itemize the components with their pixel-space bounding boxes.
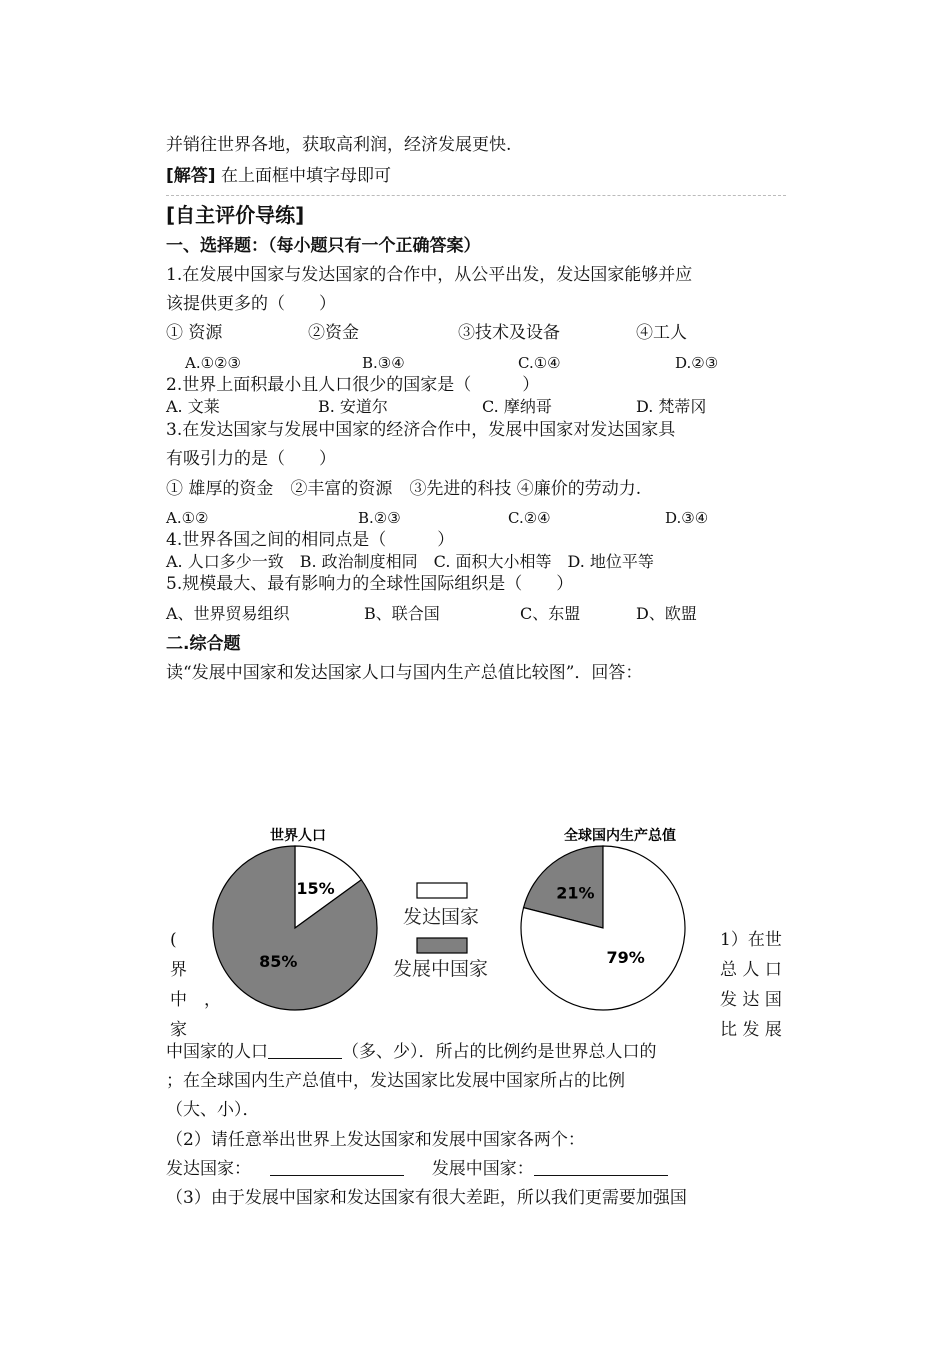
developing-label: 发展中国家： [431, 1159, 534, 1179]
pie-slice-label: 79% [606, 948, 645, 968]
q3-text: （3）由于发展中国家和发达国家有很大差距，所以我们更需要加强国 [166, 1188, 687, 1208]
blank-developing[interactable] [534, 1159, 668, 1176]
pie1-title: 世界人口 [270, 828, 326, 844]
q2-answer-line [166, 1158, 668, 1180]
q4-stem: 4.世界各国之间的相同点是（ ） [166, 530, 455, 550]
q1-item-3: ③技术及设备 [458, 323, 560, 343]
blank-population[interactable] [268, 1042, 342, 1059]
side-right-1: 1）在世 [720, 930, 782, 950]
legend-swatch-developed [417, 883, 467, 898]
side-text-left [170, 925, 221, 1045]
section-title: [自主评价导练] [166, 203, 305, 227]
divider [166, 195, 786, 196]
q5-option-c: C、东盟 [520, 604, 581, 623]
q1-item-2: ②资金 [308, 323, 359, 343]
side-right-4: 比 发 展 [720, 1020, 782, 1040]
q2-option-d: D. 梵蒂冈 [636, 397, 707, 416]
q5-option-a: A、世界贸易组织 [166, 604, 290, 623]
q1-item-4: ④工人 [636, 323, 687, 343]
pie-slice-label: 21% [556, 883, 595, 903]
q1-continue-line3: （大、小）． [166, 1100, 260, 1120]
part1-heading: 一、选择题：（每小题只有一个正确答案） [166, 236, 481, 256]
q1-continue-line2: ；在全球国内生产总值中，发达国家比发展中国家所占的比例 [166, 1071, 625, 1091]
q3-option-a: A.①② [166, 509, 209, 527]
legend-label-developing: 发展中国家 [393, 958, 489, 980]
q2-option-c: C. 摩纳哥 [482, 397, 552, 416]
legend-label-developed: 发达国家 [403, 906, 480, 928]
q1-stem-line2: 该提供更多的（ ） [166, 294, 336, 314]
pie-slice-label: 85% [259, 951, 298, 971]
pie2-title: 全球国内生产总值 [564, 828, 676, 844]
q1-option-d: D.②③ [675, 354, 719, 372]
q1-stem-line1: 1.在发展中国家与发达国家的合作中，从公平出发，发达国家能够并应 [166, 265, 693, 285]
side-text-right [720, 925, 782, 1045]
q3-option-b: B.②③ [358, 509, 401, 527]
q1-option-b: B.③④ [362, 354, 405, 372]
pie-slice-label: 15% [296, 878, 335, 898]
q2-stem: 2.世界上面积最小且人口很少的国家是（ ） [166, 375, 540, 395]
part2-heading: 二.综合题 [166, 634, 241, 654]
side-left-4: 家 [170, 1020, 187, 1040]
q3-stem-line1: 3.在发达国家与发展中国家的经济合作中，发展中国家对发达国家具 [166, 420, 676, 440]
pie-chart-gdp [521, 846, 685, 1010]
q4-options: A. 人口多少一致 B. 政治制度相同 C. 面积大小相等 D. 地位平等 [166, 552, 654, 571]
blank-developed[interactable] [270, 1159, 404, 1176]
q5-option-d: D、欧盟 [636, 604, 697, 623]
side-left-1: ( [170, 930, 177, 950]
answer-label: [解答] [166, 166, 216, 186]
pie-chart-population [213, 846, 377, 1010]
q1-item-1: ① 资源 [166, 323, 223, 343]
q5-stem: 5.规模最大、最有影响力的全球性国际组织是（ ） [166, 574, 574, 594]
side-right-2: 总 人 口 [720, 960, 782, 980]
answer-line [166, 165, 391, 187]
q2-text: （2）请任意举出世界上发达国家和发展中国家各两个： [166, 1130, 585, 1150]
q1-continue-a: 中国家的人口 [166, 1042, 268, 1062]
q3-items: ① 雄厚的资金 ②丰富的资源 ③先进的科技 ④廉价的劳动力. [166, 479, 642, 499]
q1-option-a: A.①②③ [185, 354, 241, 372]
read-line: 读“发展中国家和发达国家人口与国内生产总值比较图”．回答： [166, 663, 643, 683]
q3-stem-line2: 有吸引力的是（ ） [166, 449, 336, 469]
q1-continue-b: （多、少）．所占的比例约是世界总人口的 [342, 1042, 657, 1062]
q3-option-c: C.②④ [508, 509, 551, 527]
q2-option-a: A. 文莱 [166, 397, 220, 416]
q3-option-d: D.③④ [665, 509, 709, 527]
side-left-2: 界 [170, 960, 187, 980]
q1-option-c: C.①④ [518, 354, 561, 372]
intro-line: 并销往世界各地，获取高利润，经济发展更快. [166, 135, 512, 155]
side-left-3: 中 ， [170, 990, 221, 1010]
q1-continue-line1 [166, 1041, 657, 1063]
legend-swatch-developing [417, 938, 467, 953]
q5-option-b: B、联合国 [364, 604, 440, 623]
developed-label: 发达国家： [166, 1159, 251, 1179]
side-right-3: 发 达 国 [720, 990, 782, 1010]
comparison-figure [195, 820, 725, 1030]
answer-text: 在上面框中填字母即可 [215, 166, 391, 186]
q2-option-b: B. 安道尔 [318, 397, 388, 416]
